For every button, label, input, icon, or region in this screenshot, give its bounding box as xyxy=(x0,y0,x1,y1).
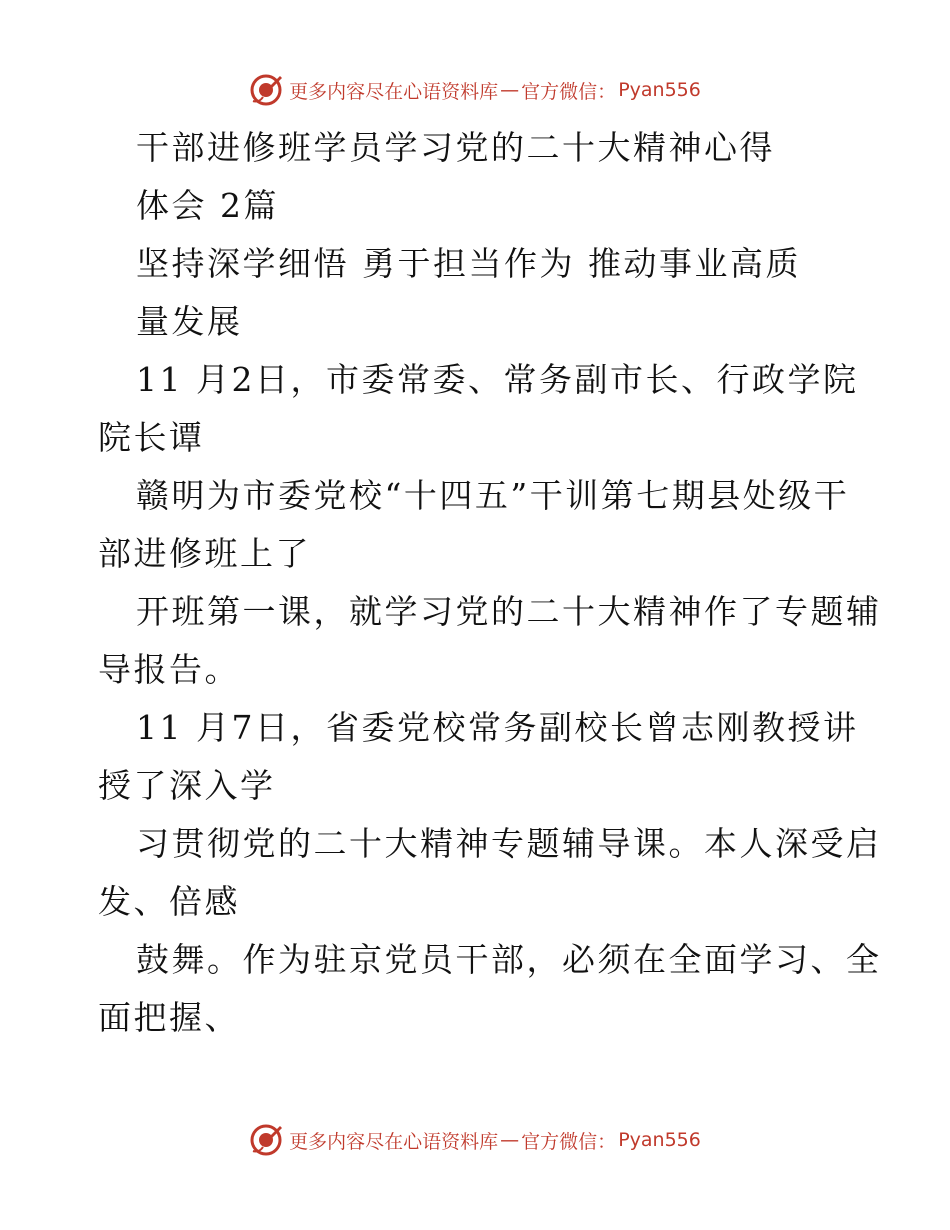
footer-watermark-text: 更多内容尽在心语资料库 xyxy=(289,1130,499,1153)
footer-watermark-dash: — xyxy=(500,1129,520,1151)
header-wechat-id: Pyan556 xyxy=(618,79,701,101)
doc-paragraph-line: 鼓舞。作为驻京党员干部，必须在全面学习、全 xyxy=(136,940,882,979)
pen-logo-icon xyxy=(249,73,283,107)
header-watermark xyxy=(0,70,950,110)
doc-subtitle-line-2: 量发展 xyxy=(136,302,243,341)
doc-title-line-1: 干部进修班学员学习党的二十大精神心得 xyxy=(136,128,775,167)
doc-paragraph-line: 赣明为市委党校“十四五”干训第七期县处级干 xyxy=(136,476,850,515)
doc-paragraph-line: 11 月7日，省委党校常务副校长曾志刚教授讲 xyxy=(136,708,859,747)
doc-paragraph-line: 院长谭 xyxy=(98,418,205,457)
doc-subtitle-line-1: 坚持深学细悟 勇于担当作为 推动事业高质 xyxy=(136,244,801,283)
doc-paragraph-line: 11 月2日，市委常委、常务副市长、行政学院 xyxy=(136,360,859,399)
header-watermark-text: 更多内容尽在心语资料库 xyxy=(289,80,499,103)
footer-wechat-id: Pyan556 xyxy=(618,1129,701,1151)
doc-paragraph-line: 面把握、 xyxy=(98,998,240,1037)
doc-paragraph-line: 发、倍感 xyxy=(98,882,240,921)
header-watermark-dash: — xyxy=(500,79,520,101)
doc-paragraph-line: 部进修班上了 xyxy=(98,534,311,573)
doc-paragraph-line: 授了深入学 xyxy=(98,766,276,805)
doc-paragraph-line: 习贯彻党的二十大精神专题辅导课。本人深受启 xyxy=(136,824,882,863)
footer-watermark xyxy=(0,1120,950,1160)
doc-paragraph-line: 导报告。 xyxy=(98,650,240,689)
header-wechat-label: 官方微信： xyxy=(521,80,617,103)
footer-wechat-label: 官方微信： xyxy=(521,1130,617,1153)
doc-paragraph-line: 开班第一课，就学习党的二十大精神作了专题辅 xyxy=(136,592,882,631)
pen-logo-icon xyxy=(249,1123,283,1157)
doc-title-line-2: 体会 2篇 xyxy=(136,186,279,225)
